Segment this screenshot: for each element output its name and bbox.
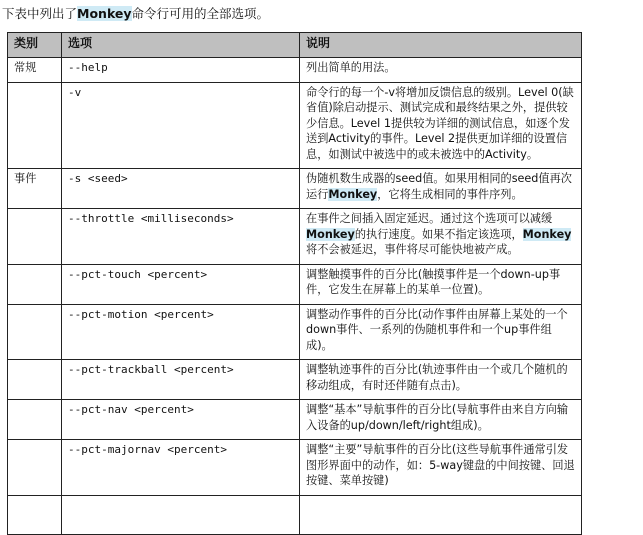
row-description: [300, 304, 582, 360]
intro-after: 命令行可用的全部选项。: [131, 6, 270, 21]
description-text: ，它将生成相同的事件序列。: [377, 187, 523, 201]
row-option: -s <seed>: [62, 169, 300, 209]
row-category: [8, 440, 62, 496]
row-category: [8, 264, 62, 304]
row-category: 常规: [8, 58, 62, 83]
intro-before: 下表中列出了: [2, 6, 78, 21]
row-category: [8, 82, 62, 169]
row-option: --throttle <milliseconds>: [62, 209, 300, 265]
description-text: 伪随机数生成器的seed值。如果用相同的seed值再次运行: [306, 172, 572, 201]
header-option: 选项: [62, 33, 300, 58]
table-row: [8, 304, 582, 360]
table-row: [8, 400, 582, 440]
description-text: 列出简单的用法。: [306, 61, 396, 74]
row-description: [300, 360, 582, 400]
row-option: --pct-nav <percent>: [62, 400, 300, 440]
row-description: [300, 169, 582, 209]
description-text: 在事件之间插入固定延迟。通过这个选项可以减缓: [306, 212, 553, 225]
row-option: --pct-majornav <percent>: [62, 440, 300, 496]
intro-text: [2, 6, 269, 22]
table-row: [8, 209, 582, 265]
table-body: [8, 58, 582, 535]
row-category: 事件: [8, 169, 62, 209]
header-description: 说明: [300, 33, 582, 58]
row-option: --help: [62, 58, 300, 83]
header-category: 类别: [8, 33, 62, 58]
table-header-row: [8, 33, 582, 58]
row-description: [300, 264, 582, 304]
highlight-keyword: Monkey: [328, 187, 378, 201]
description-text: 调整动作事件的百分比(动作事件由屏幕上某处的一个down事件、一系列的伪随机事件和一个up事件组成)。: [306, 307, 568, 352]
row-option: [62, 495, 300, 534]
description-text: 调整触摸事件的百分比(触摸事件是一个down-up事件，它发生在屏幕上的某单一位置)。: [306, 267, 561, 296]
highlight-keyword: Monkey: [306, 227, 355, 241]
row-category: [8, 495, 62, 534]
row-description: [300, 440, 582, 496]
row-option: --pct-motion <percent>: [62, 304, 300, 360]
row-category: [8, 304, 62, 360]
row-description: [300, 209, 582, 265]
description-text: 的执行速度。如果不指定该选项，: [354, 227, 523, 241]
row-category: [8, 400, 62, 440]
description-text: 调整“基本”导航事件的百分比(导航事件由来自方向输入设备的up/down/left/right组成)。: [306, 403, 569, 432]
highlight-keyword: Monkey: [522, 227, 572, 241]
options-table: [7, 32, 582, 535]
row-description: [300, 82, 582, 169]
description-text: 命令行的每一个-v将增加反馈信息的级别。Level 0(缺省值)除启动提示、测试完成和最终结果之外，提供较少信息。Level 1提供较为详细的测试信息，如逐个发送到Activity的事件。Level 2提供更加详细的设置信息，如测试中被选中的或未被选中的Activity。: [306, 85, 574, 161]
table-row: [8, 495, 582, 534]
table-row: [8, 169, 582, 209]
row-description: [300, 400, 582, 440]
row-description: [300, 58, 582, 83]
table-row: [8, 264, 582, 304]
intro-keyword: Monkey: [77, 6, 132, 21]
row-option: --pct-touch <percent>: [62, 264, 300, 304]
row-option: -v: [62, 82, 300, 169]
table-row: [8, 82, 582, 169]
table-row: [8, 440, 582, 496]
table-row: [8, 58, 582, 83]
description-text: 调整“主要”导航事件的百分比(这些导航事件通常引发图形界面中的动作，如：5-way键盘的中间按键、回退按键、菜单按键): [306, 443, 575, 487]
table-row: [8, 360, 582, 400]
row-option: --pct-trackball <percent>: [62, 360, 300, 400]
row-description: [300, 495, 582, 534]
description-text: 调整轨迹事件的百分比(轨迹事件由一个或几个随机的移动组成，有时还伴随有点击)。: [306, 363, 568, 392]
description-text: 将不会被延迟，事件将尽可能快地被产成。: [306, 243, 519, 256]
row-category: [8, 209, 62, 265]
row-category: [8, 360, 62, 400]
